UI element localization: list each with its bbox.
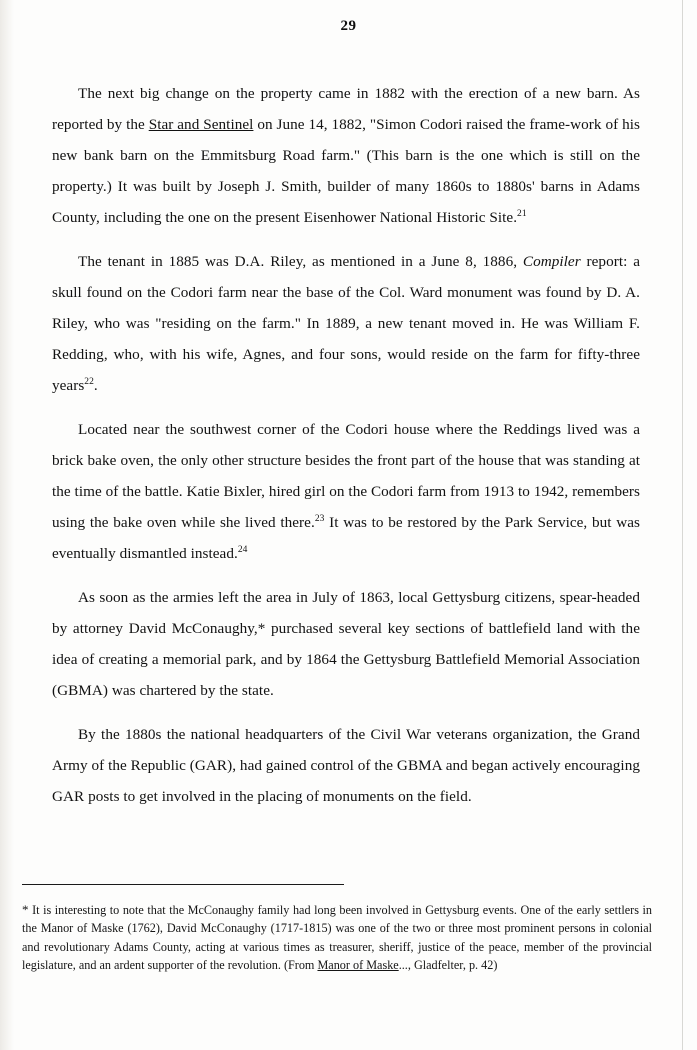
underlined-text: Manor of Maske [317,958,399,973]
footnote: * It is interesting to note that the McConaughy family had long been involved in Gettysburg events. One of the early settlers in the Manor of Maske (1762), David McConaughy (1717-1815) was one of the two or three most prominent persons in colonial and revolutionary Adams County, acting at various times as treasurer, sheriff, justice of the peace, member of the provincial legislature, and an ardent supporter of the revolution. (From Manor of Maske..., Gladfelter, p. 42) [22,902,652,973]
footnote-reference: 24 [237,544,248,555]
body-text-column [52,78,640,812]
footnote-separator-rule [22,884,344,885]
footnote-reference: 21 [517,208,527,219]
page-right-margin-line [682,0,683,1050]
page-edge-shading [0,0,14,1050]
footnote-reference: 22 [84,376,94,387]
footnote-reference: 23 [314,513,325,524]
paragraph-3: Located near the southwest corner of the Codori house where the Reddings lived was a brick bake oven, the only other structure besides the front part of the house that was standing at the time of the battle. Katie Bixler, hired girl on the Codori farm from 1913 to 1942, remembers using the bake oven while she lived there.$^{23}$ It was to be restored by the Park Service, but was eventually dismantled instead.$^{24}$ [52,421,641,562]
footnote-marker: * [22,902,29,917]
paragraph-5: By the 1880s the national headquarters of the Civil War veterans organization, the Grand Army of the Republic (GAR), had gained control of the GBMA and began actively encouraging GAR posts to get involved in the placing of monuments on the field. [52,726,640,805]
paragraph-1: The next big change on the property came in 1882 with the erection of a new barn. As reported by the Star and Sentinel on June 14, 1882, "Simon Codori raised the frame-work of his new bank barn on the Emmitsburg Road farm." (This barn is the one which is still on the property.) It was built by Joseph J. Smith, builder of many 1860s to 1880s' barns in Adams County, including the one on the present Eisenhower National Historic Site.$^{21}$ [52,85,640,226]
paragraph-4: As soon as the armies left the area in July of 1863, local Gettysburg citizens, spear-headed by attorney David McConaughy,* purchased several key sections of battlefield land with the idea of creating a memorial park, and by 1864 the Gettysburg Battlefield Memorial Association (GBMA) was chartered by the state. [52,589,640,699]
page-number: 29 [340,18,357,34]
underlined-text: Star and Sentinel [148,116,254,133]
paragraph-2: The tenant in 1885 was D.A. Riley, as mentioned in a June 8, 1886, Compiler report: a skull found on the Codori farm near the base of the Col. Ward monument was found by D. A. Riley, who was "residing on the farm." In 1889, a new tenant moved in. He was William F. Redding, who, with his wife, Agnes, and four sons, would reside on the farm for fifty-three years$^{22}$. [52,253,640,394]
italic-text: Compiler [522,253,581,270]
